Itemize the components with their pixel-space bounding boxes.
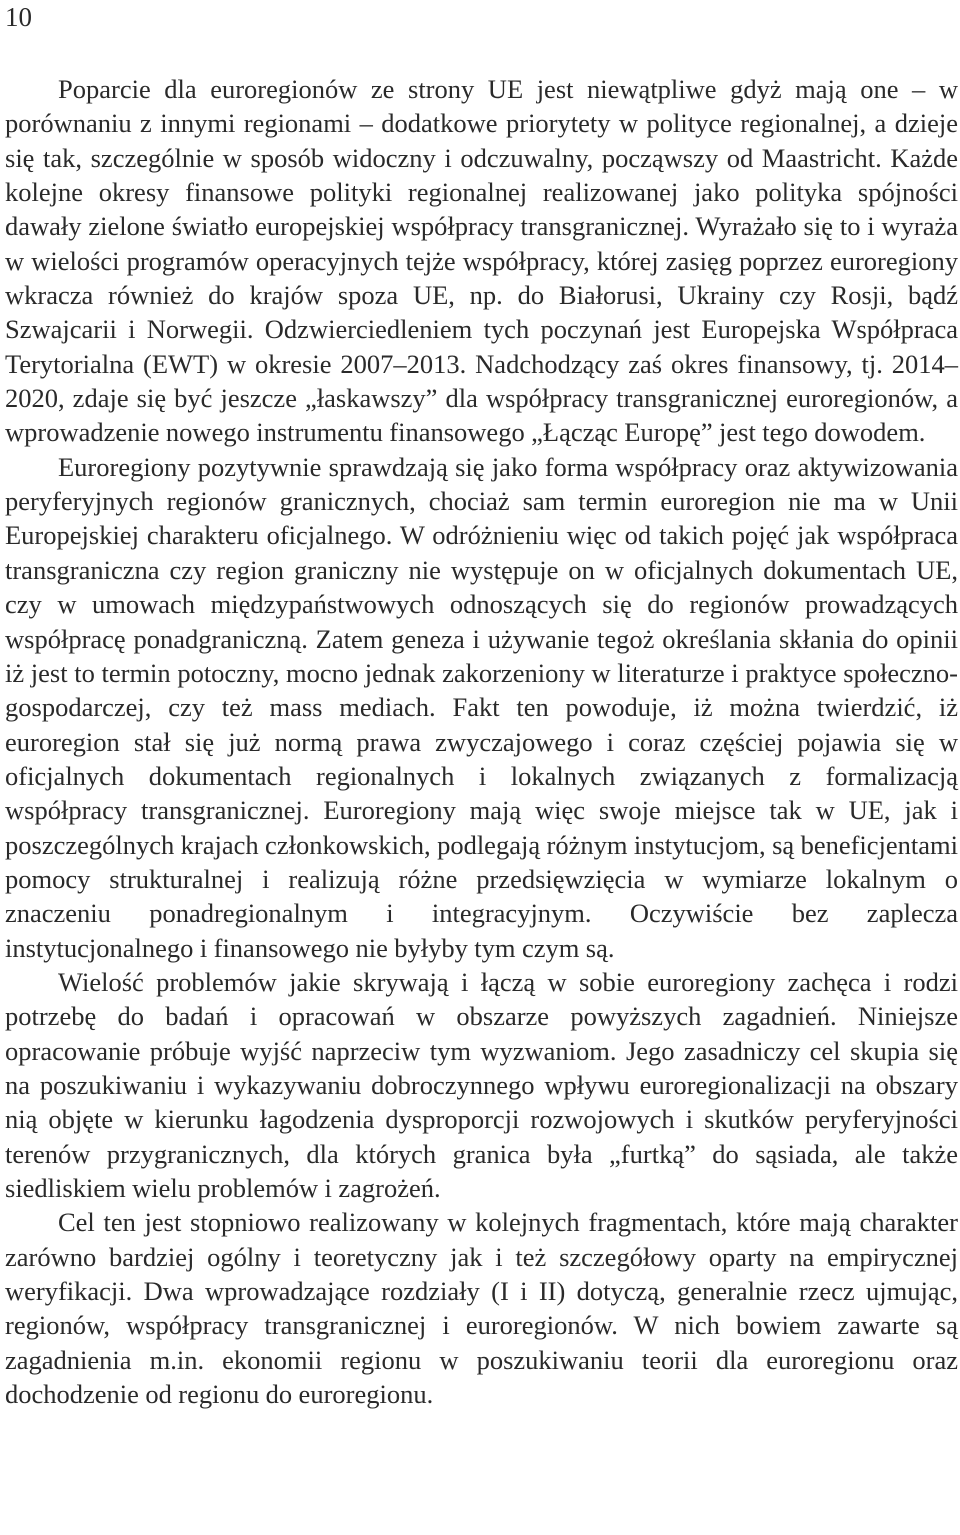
paragraph-3: Wielość problemów jakie skrywają i łączą w sobie euroregiony zachęca i rodzi potrzebę do badań i opracowań w obszarze powyższych zagadnień. Niniejsze opracowanie próbuje wyjść naprzeciw tym wyzwaniom. Jego zasadniczy cel skupia się na poszukiwaniu i wykazywaniu dobroczynnego wpływu euroregionalizacji na obszary nią objęte w kierunku łagodzenia dysproporcji rozwojowych i skutków peryferyjności terenów przygranicznych, dla których granica była „furtką” do sąsiada, ale także siedliskiem wielu problemów i zagrożeń.: [5, 966, 958, 1203]
paragraph-4: Cel ten jest stopniowo realizowany w kolejnych fragmentach, które mają charakter zarówno bardziej ogólny i teoretyczny jak i też szczegółowy oparty na empirycznej weryfikacji. Dwa wprowadzające rozdziały (I i II) dotyczą, generalnie rzecz ujmując, regionów, współpracy transgranicznej i euroregionów. W nich bowiem zawarte są zagadnienia m.in. ekonomii regionu w poszukiwaniu teorii dla euroregionu oraz dochodzenie od regionu do euroregionu.: [5, 1207, 958, 1410]
paragraph-1: Poparcie dla euroregionów ze strony UE jest niewątpliwe gdyż mają one – w porównaniu z innymi regionami – dodatkowe priorytety w polityce regionalnej, a dzieje się tak, szczególnie w sposób widoczny i odczuwalny, począwszy od Maastricht. Każde kolejne okresy finansowe polityki regionalnej realizowanej jako polityka spójności dawały zielone światło europejskiej współpracy transgranicznej. Wyrażało się to i wyraża w wielości programów operacyjnych tejże współpracy, której zasięg poprzez euroregiony wkracza również do krajów spoza UE, np. do Białorusi, Ukrainy czy Rosji, bądź Szwajcarii i Norwegii. Odzwierciedleniem tych poczynań jest Europejska Współpraca Terytorialna (EWT) w okresie 2007–2013. Nadchodzący zaś okres finansowy, tj. 2014–2020, zdaje się być jeszcze „łaskawszy” dla współpracy transgranicznej euroregionów, a wprowadzenie nowego instrumentu finansowego „Łącząc Europę” jest tego dowodem.: [5, 74, 958, 448]
page-number: 10: [5, 2, 32, 32]
paragraph-2: Euroregiony pozytywnie sprawdzają się jako forma współpracy oraz aktywizowania peryferyjnych regionów granicznych, chociaż sam termin euroregion nie ma w Unii Europejskiej charakteru oficjalnego. W odróżnieniu więc od takich pojęć jak współpraca transgraniczna czy region graniczny nie występuje on w oficjalnych dokumentach UE, czy w umowach międzypaństwowych odnoszących się do regionów prowadzących współpracę ponadgraniczną. Zatem geneza i używanie tegoż określania skłania do opinii iż jest to termin potoczny, mocno jednak zakorzeniony w literaturze i praktyce społeczno-gospodarczej, czy też mass mediach. Fakt ten powoduje, iż można twierdzić, iż euroregion stał się już normą prawa zwyczajowego i coraz częściej pojawia się w oficjalnych dokumentach regionalnych i lokalnych związanych z formalizacją współpracy transgranicznej. Euroregiony mają więc swoje miejsce tak w UE, jak i poszczególnych krajach członkowskich, podlegają różnym instytucjom, są beneficjentami pomocy strukturalnej i realizują różne przedsięwzięcia w wymiarze lokalnym o znaczeniu ponadregionalnym i integracyjnym. Oczywiście bez zaplecza instytucjonalnego i finansowego nie byłyby tym czym są.: [5, 451, 959, 963]
page-body: [5, 72, 958, 1411]
